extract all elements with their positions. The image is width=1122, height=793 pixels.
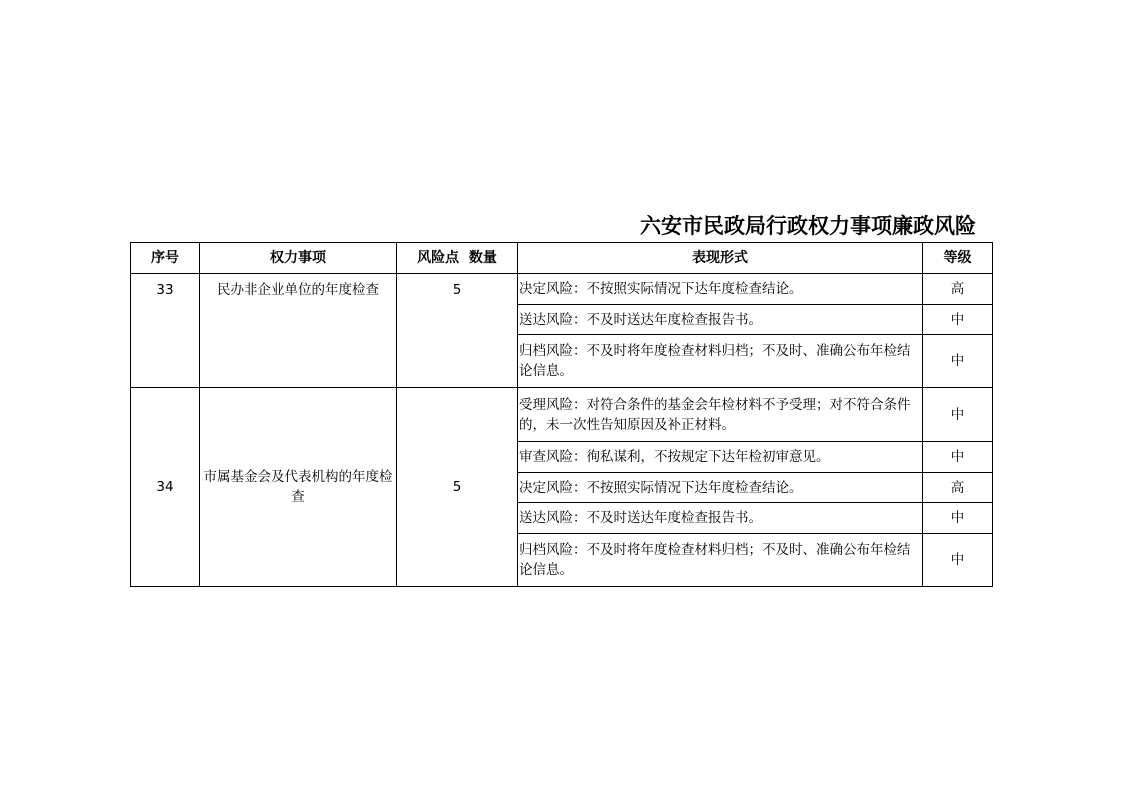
header-item: 权力事项	[200, 243, 397, 274]
risk-form-cell: 受理风险：对符合条件的基金会年检材料不予受理；对不符合条件的，未一次性告知原因及补正材料。	[518, 388, 923, 442]
risk-form-cell: 审查风险：徇私谋利，不按规定下达年检初审意见。	[518, 442, 923, 473]
risk-form-cell: 归档风险：不及时将年度检查材料归档；不及时、准确公布年检结论信息。	[518, 534, 923, 587]
item-cell: 市属基金会及代表机构的年度检查	[200, 388, 397, 587]
seq-cell: 34	[131, 388, 200, 587]
risk-level-cell: 中	[923, 335, 993, 388]
risk-level-cell: 高	[923, 274, 993, 305]
points-cell: 5	[397, 388, 518, 587]
table-row	[131, 388, 993, 442]
risk-level-cell: 中	[923, 503, 993, 534]
points-cell: 5	[397, 274, 518, 388]
seq-cell: 33	[131, 274, 200, 388]
header-seq: 序号	[131, 243, 200, 274]
risk-level-cell: 中	[923, 442, 993, 473]
risk-table	[130, 242, 993, 587]
header-form: 表现形式	[518, 243, 923, 274]
risk-level-cell: 中	[923, 388, 993, 442]
item-cell: 民办非企业单位的年度检查	[200, 274, 397, 388]
header-points: 风险点 数量	[397, 243, 518, 274]
risk-level-cell: 中	[923, 534, 993, 587]
risk-form-cell: 送达风险：不及时送达年度检查报告书。	[518, 305, 923, 335]
risk-form-cell: 送达风险：不及时送达年度检查报告书。	[518, 503, 923, 534]
risk-form-cell: 决定风险：不按照实际情况下达年度检查结论。	[518, 473, 923, 503]
page-title: 六安市民政局行政权力事项廉政风险	[640, 214, 976, 238]
risk-form-cell: 决定风险：不按照实际情况下达年度检查结论。	[518, 274, 923, 305]
risk-level-cell: 中	[923, 305, 993, 335]
table-header-row	[131, 243, 993, 274]
risk-form-cell: 归档风险：不及时将年度检查材料归档；不及时、准确公布年检结论信息。	[518, 335, 923, 388]
risk-level-cell: 高	[923, 473, 993, 503]
table-row	[131, 274, 993, 305]
header-level: 等级	[923, 243, 993, 274]
